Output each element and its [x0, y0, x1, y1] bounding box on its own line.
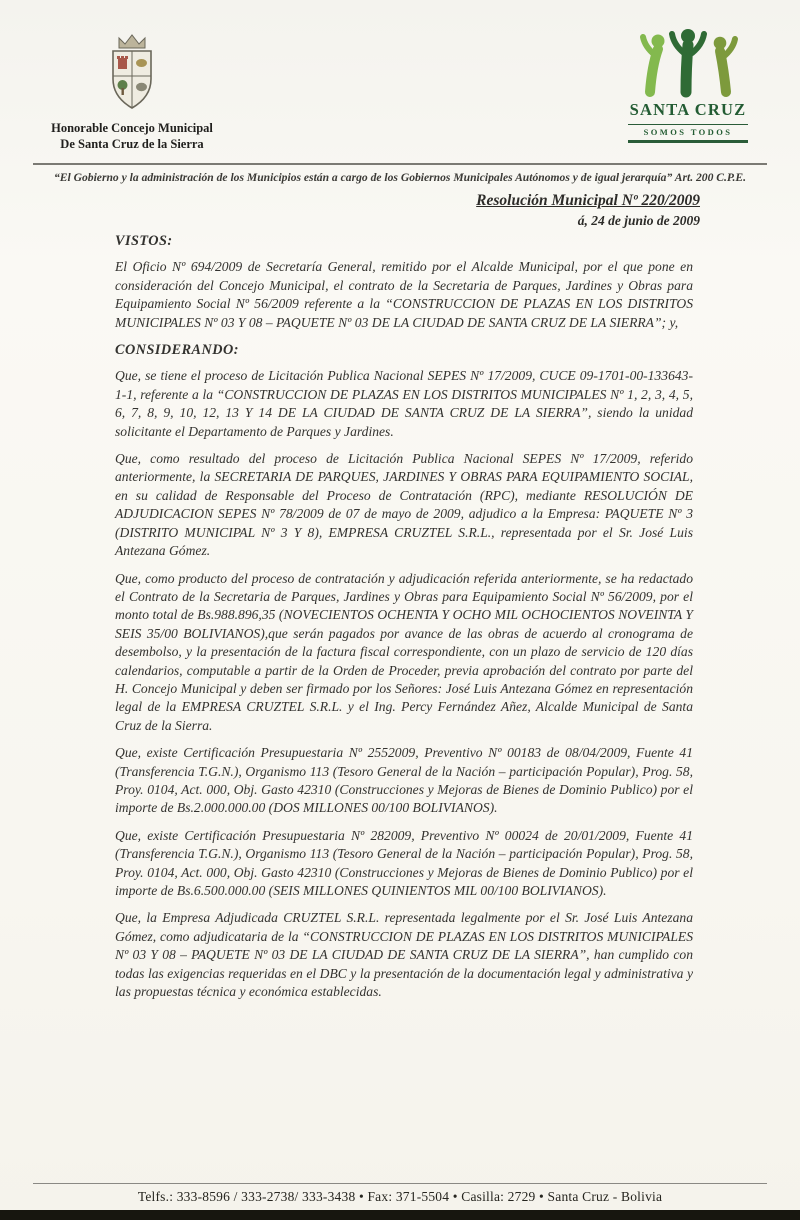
footer-divider — [33, 1183, 767, 1184]
org-name-line2: De Santa Cruz de la Sierra — [60, 136, 204, 151]
considerando-heading: CONSIDERANDO: — [115, 342, 239, 359]
footer-contact-line: Telfs.: 333-8596 / 333-2738/ 333-3438 • Fax: 371-5504 • Casilla: 2729 • Santa Cruz - Bolivia — [137, 1189, 663, 1204]
resolution-body — [115, 232, 693, 1010]
santa-cruz-logo-block — [622, 26, 754, 143]
people-figures-icon — [636, 26, 740, 98]
municipal-crest-block — [50, 32, 214, 152]
considerando-paragraph-3: Que, como producto del proceso de contratación y adjudicación referida anteriormente, se ha redactado el Contrato de la Secretaria de Parques, Jardines y Obras para Equipamiento Social Nº 56/2009, por el monto total de Bs.988.896,35 (NOVECIENTOS OCHENTA Y OCHO MIL OCHOCIENTOS NOVEINTA Y SEIS 35/00 BOLIVIANOS),que serán pagados por avance de las obras de acuerdo al cronograma de desembolso, y la presentación de la factura fiscal correspondiente, con un plazo de servicio de 120 días calendarios, computable a partir de la Orden de Proceder, previa aprobación del contrato por parte del H. Concejo Municipal y deben ser firmado por los Señores: José Luis Antezana Gómez en representación legal de la EMPRESA CRUZTEL S.R.L. y el Ing. Percy Fernández Añez, Alcalde Municipal de Santa Cruz de la Sierra. — [115, 570, 693, 733]
logo-subtitle: SOMOS TODOS — [628, 124, 748, 143]
logo-title: SANTA CRUZ — [629, 100, 747, 119]
considerando-paragraph-2: Que, como resultado del proceso de Licitación Publica Nacional SEPES Nº 17/2009, referido anteriormente, la SECRETARIA DE PARQUES, JARDINES Y OBRAS PARA EQUIPAMIENTO SOCIAL, en su calidad de Responsable del Proceso de Contratación (RPC), mediante RESOLUCIÓN DE ADJUDICACION SEPES Nº 78/2009 de 07 de mayo de 2009, adjudico a la Empresa: PAQUETE Nº 3 (DISTRITO MUNICIPAL Nº 3 Y 8), EMPRESA CRUZTEL S.R.L., representada por el Sr. José Luis Antezana Gómez. — [115, 451, 693, 559]
vistos-paragraph: El Oficio Nº 694/2009 de Secretaría General, remitido por el Alcalde Municipal, por el que pone en consideración del Concejo Municipal, el contrato de la Secretaria de Parques, Jardines y Obras para Equipamiento Social Nº 56/2009 referente a la “CONSTRUCCION DE PLAZAS EN LOS DISTRITOS MUNICIPALES Nº 03 Y 08 – PAQUETE Nº 03 DE LA CIUDAD DE SANTA CRUZ DE LA SIERRA”; y, — [115, 259, 693, 330]
coat-of-arms-icon — [105, 32, 159, 114]
org-name-line1: Honorable Concejo Municipal — [51, 121, 213, 135]
resolution-date: á, 24 de junio de 2009 — [577, 213, 700, 228]
considerando-paragraph-6: Que, la Empresa Adjudicada CRUZTEL S.R.L. representada legalmente por el Sr. José Luis Antezana Gómez, como adjudicataria de la “CONSTRUCCION DE PLAZAS EN LOS DISTRITOS MUNICIPALES Nº 03 Y 08 – PAQUETE Nº 03 DE LA CIUDAD DE SANTA CRUZ DE LA SIERRA”, han cumplido con todas las exigencias requeridas en el DBC y la presentación de la documentación legal y administrativa y las propuestas técnica y económica establecidas. — [115, 910, 693, 1000]
vistos-heading: VISTOS: — [115, 233, 173, 249]
bottom-black-bar — [0, 1210, 800, 1220]
considerando-paragraph-5: Que, existe Certificación Presupuestaria Nº 282009, Preventivo Nº 00024 de 20/01/2009, Fuente 41 (Transferencia T.G.N.), Organismo 113 (Tesoro General de la Nación – participación Popular), Prog. 58, Proy. 0104, Act. 000, Obj. Gasto 42310 (Construcciones y Mejoras de Bienes de Dominio Publico) por el importe de Bs.6.500.000.00 (SEIS MILLONES QUINIENTOS MIL 00/100 BOLIVIANOS). — [115, 827, 693, 898]
resolution-heading-block — [476, 192, 700, 229]
resolution-number: Resolución Municipal Nº 220/2009 — [476, 192, 700, 209]
considerando-paragraph-4: Que, existe Certificación Presupuestaria Nº 2552009, Preventivo Nº 00183 de 08/04/2009, Fuente 41 (Transferencia T.G.N.), Organismo 113 (Tesoro General de la Nación – participación Popular), Prog. 58, Proy. 0104, Act. 000, Obj. Gasto 42310 (Construcciones y Mejoras de Bienes de Dominio Publico) por el importe de Bs.2.000.000.00 (DOS MILLONES 00/100 BOLIVIANOS). — [115, 745, 693, 816]
org-name — [50, 121, 214, 152]
header-divider — [33, 163, 767, 165]
constitutional-quote: “El Gobierno y la administración de los Municipios están a cargo de los Gobiernos Municipales Autónomos y de igual jerarquía” Art. 200 C.P.E. — [53, 171, 747, 184]
considerando-paragraph-1: Que, se tiene el proceso de Licitación Publica Nacional SEPES Nº 17/2009, CUCE 09-1701-00-133643-1-1, referente a la “CONSTRUCCION DE PLAZAS EN LOS DISTRITOS MUNICIPALES Nº 1, 2, 3, 4, 5, 6, 7, 8, 9, 10, 12, 13 Y 14 DE LA CIUDAD DE SANTA CRUZ DE LA SIERRA”, siendo la unidad solicitante el Departamento de Parques y Jardines. — [115, 368, 693, 439]
